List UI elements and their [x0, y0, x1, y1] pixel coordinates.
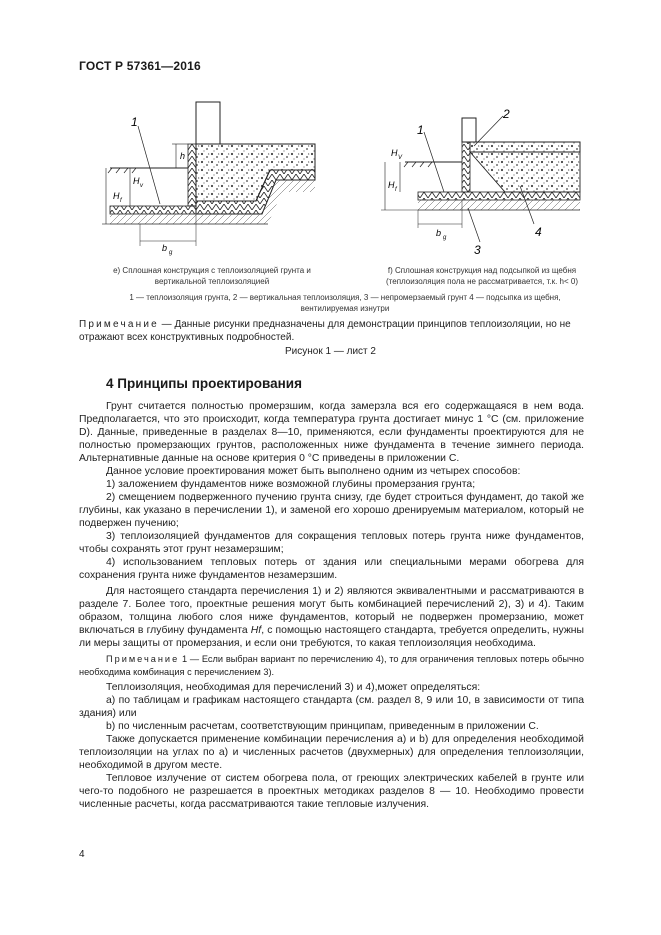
- variable-hf: Hf: [250, 625, 262, 636]
- paragraph-part: Для настоящего стандарта перечисления 1) и 2) являются эквивалентными и рассматриваются в разделе 7. Более того, проектные решения могут быть комбинацией перечислений 2), 3) и 4). Таким образом, толщина любого слоя ниже фундаментов, который не подвержен промерзанию, может включаться в глубину фундамента: [79, 586, 584, 636]
- left-label-hv: H: [133, 176, 140, 186]
- caption-right: [362, 265, 602, 287]
- caption-left: [97, 265, 327, 287]
- list-item: a) по таблицам и графикам настоящего стандарта (см. раздел 8, 9 или 10, в зависимости от типа здания) или: [79, 695, 584, 719]
- caption-left-line1: е) Сплошная конструкция с теплоизоляцией грунта и: [113, 266, 311, 275]
- paragraph: Грунт считается полностью промерзшим, когда замерзла вся его содержащаяся в нем вода. Предполагается, что это происходит, когда температура грунта достигает минус 1 °С (см. приложение D). Данные, приведенные в разделах 8—10, применяются, если фундаменты проектируются для не полностью промерзающих грунтов, расположенных ниже фундамента в течение зимнего периода. Альтернативные данные на основе критерия 0 °С приведены в приложении С.: [79, 401, 584, 464]
- paragraph: Данное условие проектирования может быть выполнено одним из четырех способов:: [106, 466, 521, 477]
- drawing-left: [102, 102, 315, 256]
- list-item: 4) использованием тепловых потерь от здания или специальными мерами обогрева для сохранения грунта ниже фундаментов незамерзшим.: [79, 557, 584, 581]
- note2-label: Примечание: [106, 654, 180, 664]
- left-label-hf: H: [113, 191, 120, 201]
- list-item: b) по численным расчетам, соответствующим принципам, приведенным в приложении С.: [106, 721, 539, 732]
- section-title: 4 Принципы проектирования: [106, 376, 302, 391]
- right-label-hv: H: [391, 148, 398, 158]
- right-label-4: 4: [535, 225, 542, 239]
- right-label-bg: b: [436, 228, 442, 238]
- right-label-hf: H: [388, 180, 395, 190]
- figure-note: [79, 318, 589, 344]
- body-text: [79, 400, 584, 811]
- left-label-hv-sub: v: [140, 183, 143, 189]
- left-label-hf-sub: f: [120, 198, 122, 204]
- paragraph: [79, 585, 584, 650]
- caption-right-line1: f) Сплошная конструкция над подсыпкой из щебня: [387, 266, 577, 275]
- figure-legend: [90, 292, 600, 314]
- list-item: 1) заложением фундаментов ниже возможной глубины промерзания грунта;: [106, 479, 476, 490]
- paragraph: Теплоизоляция, необходимая для перечислений 3) и 4),может определяться:: [106, 682, 481, 693]
- left-label-h: h: [180, 151, 186, 161]
- legend-line2: вентилируемая изнутри: [300, 304, 390, 313]
- paragraph: Также допускается применение комбинации перечисления a) и b) для определения необходимой теплоизоляции на углах по a) и численных расчетов (двухмерных) для определения теплоизоляции, необходимой в другом месте.: [79, 734, 584, 771]
- note-paragraph: [79, 653, 584, 678]
- legend-line1: 1 — теплоизоляция грунта, 2 — вертикальная теплоизоляция, 3 — непромерзаемый грунт 4 — подсыпка из щебня,: [129, 293, 561, 302]
- left-label-bg-sub: g: [169, 250, 173, 256]
- page-number: 4: [79, 849, 85, 860]
- standard-header: ГОСТ Р 57361—2016: [79, 59, 201, 73]
- right-label-1: 1: [417, 123, 424, 137]
- caption-left-line2: вертикальной теплоизоляцией: [154, 277, 270, 286]
- paragraph: Тепловое излучение от систем обогрева пола, от греющих электрических кабелей в грунте или чего-то подобного не разрешается в проектных методиках разделов 8 — 10. Необходимо провести численные расчеты, когда рассматриваются такие тепловые излучения.: [79, 773, 584, 810]
- note2-text: 1 — Если выбран вариант по перечислению 4), то для ограничения тепловых потерь обычно необходима комбинация с перечислением 3).: [79, 654, 584, 677]
- right-label-3: 3: [474, 243, 481, 257]
- right-label-bg-sub: g: [443, 235, 447, 241]
- left-label-bg: b: [162, 243, 168, 253]
- drawing-right: [381, 107, 580, 257]
- note-label: Примечание: [79, 319, 159, 330]
- note-text: — Данные рисунки предназначены для демонстрации принципов теплоизоляции, но не отражают всех конструктивных подробностей.: [79, 319, 571, 343]
- right-label-2: 2: [503, 107, 510, 121]
- left-label-1: 1: [131, 115, 138, 129]
- figure-title: Рисунок 1 — лист 2: [285, 346, 376, 357]
- paragraph-part: , с помощью настоящего стандарта, требуется определить, нужны ли меры защиты от промерзания, и если они требуются, то какая теплоизоляция необходима.: [79, 625, 584, 649]
- right-label-hf-sub: f: [395, 187, 397, 193]
- caption-right-line2: (теплоизоляция пола не рассматривается, т.к. h< 0): [386, 277, 578, 286]
- list-item: 3) теплоизоляцией фундаментов для сокращения тепловых потерь грунта ниже фундаментов, чтобы сохранять этот грунт незамерзшим;: [79, 531, 584, 555]
- right-label-hv-sub: V: [398, 155, 403, 161]
- list-item: 2) смещением подверженного пучению грунта снизу, где будет строиться фундамент, до такой же глубины, как указано в перечислении 1), и заменой его хорошо дренируемым материалом, который не подвержен пучению;: [79, 492, 584, 529]
